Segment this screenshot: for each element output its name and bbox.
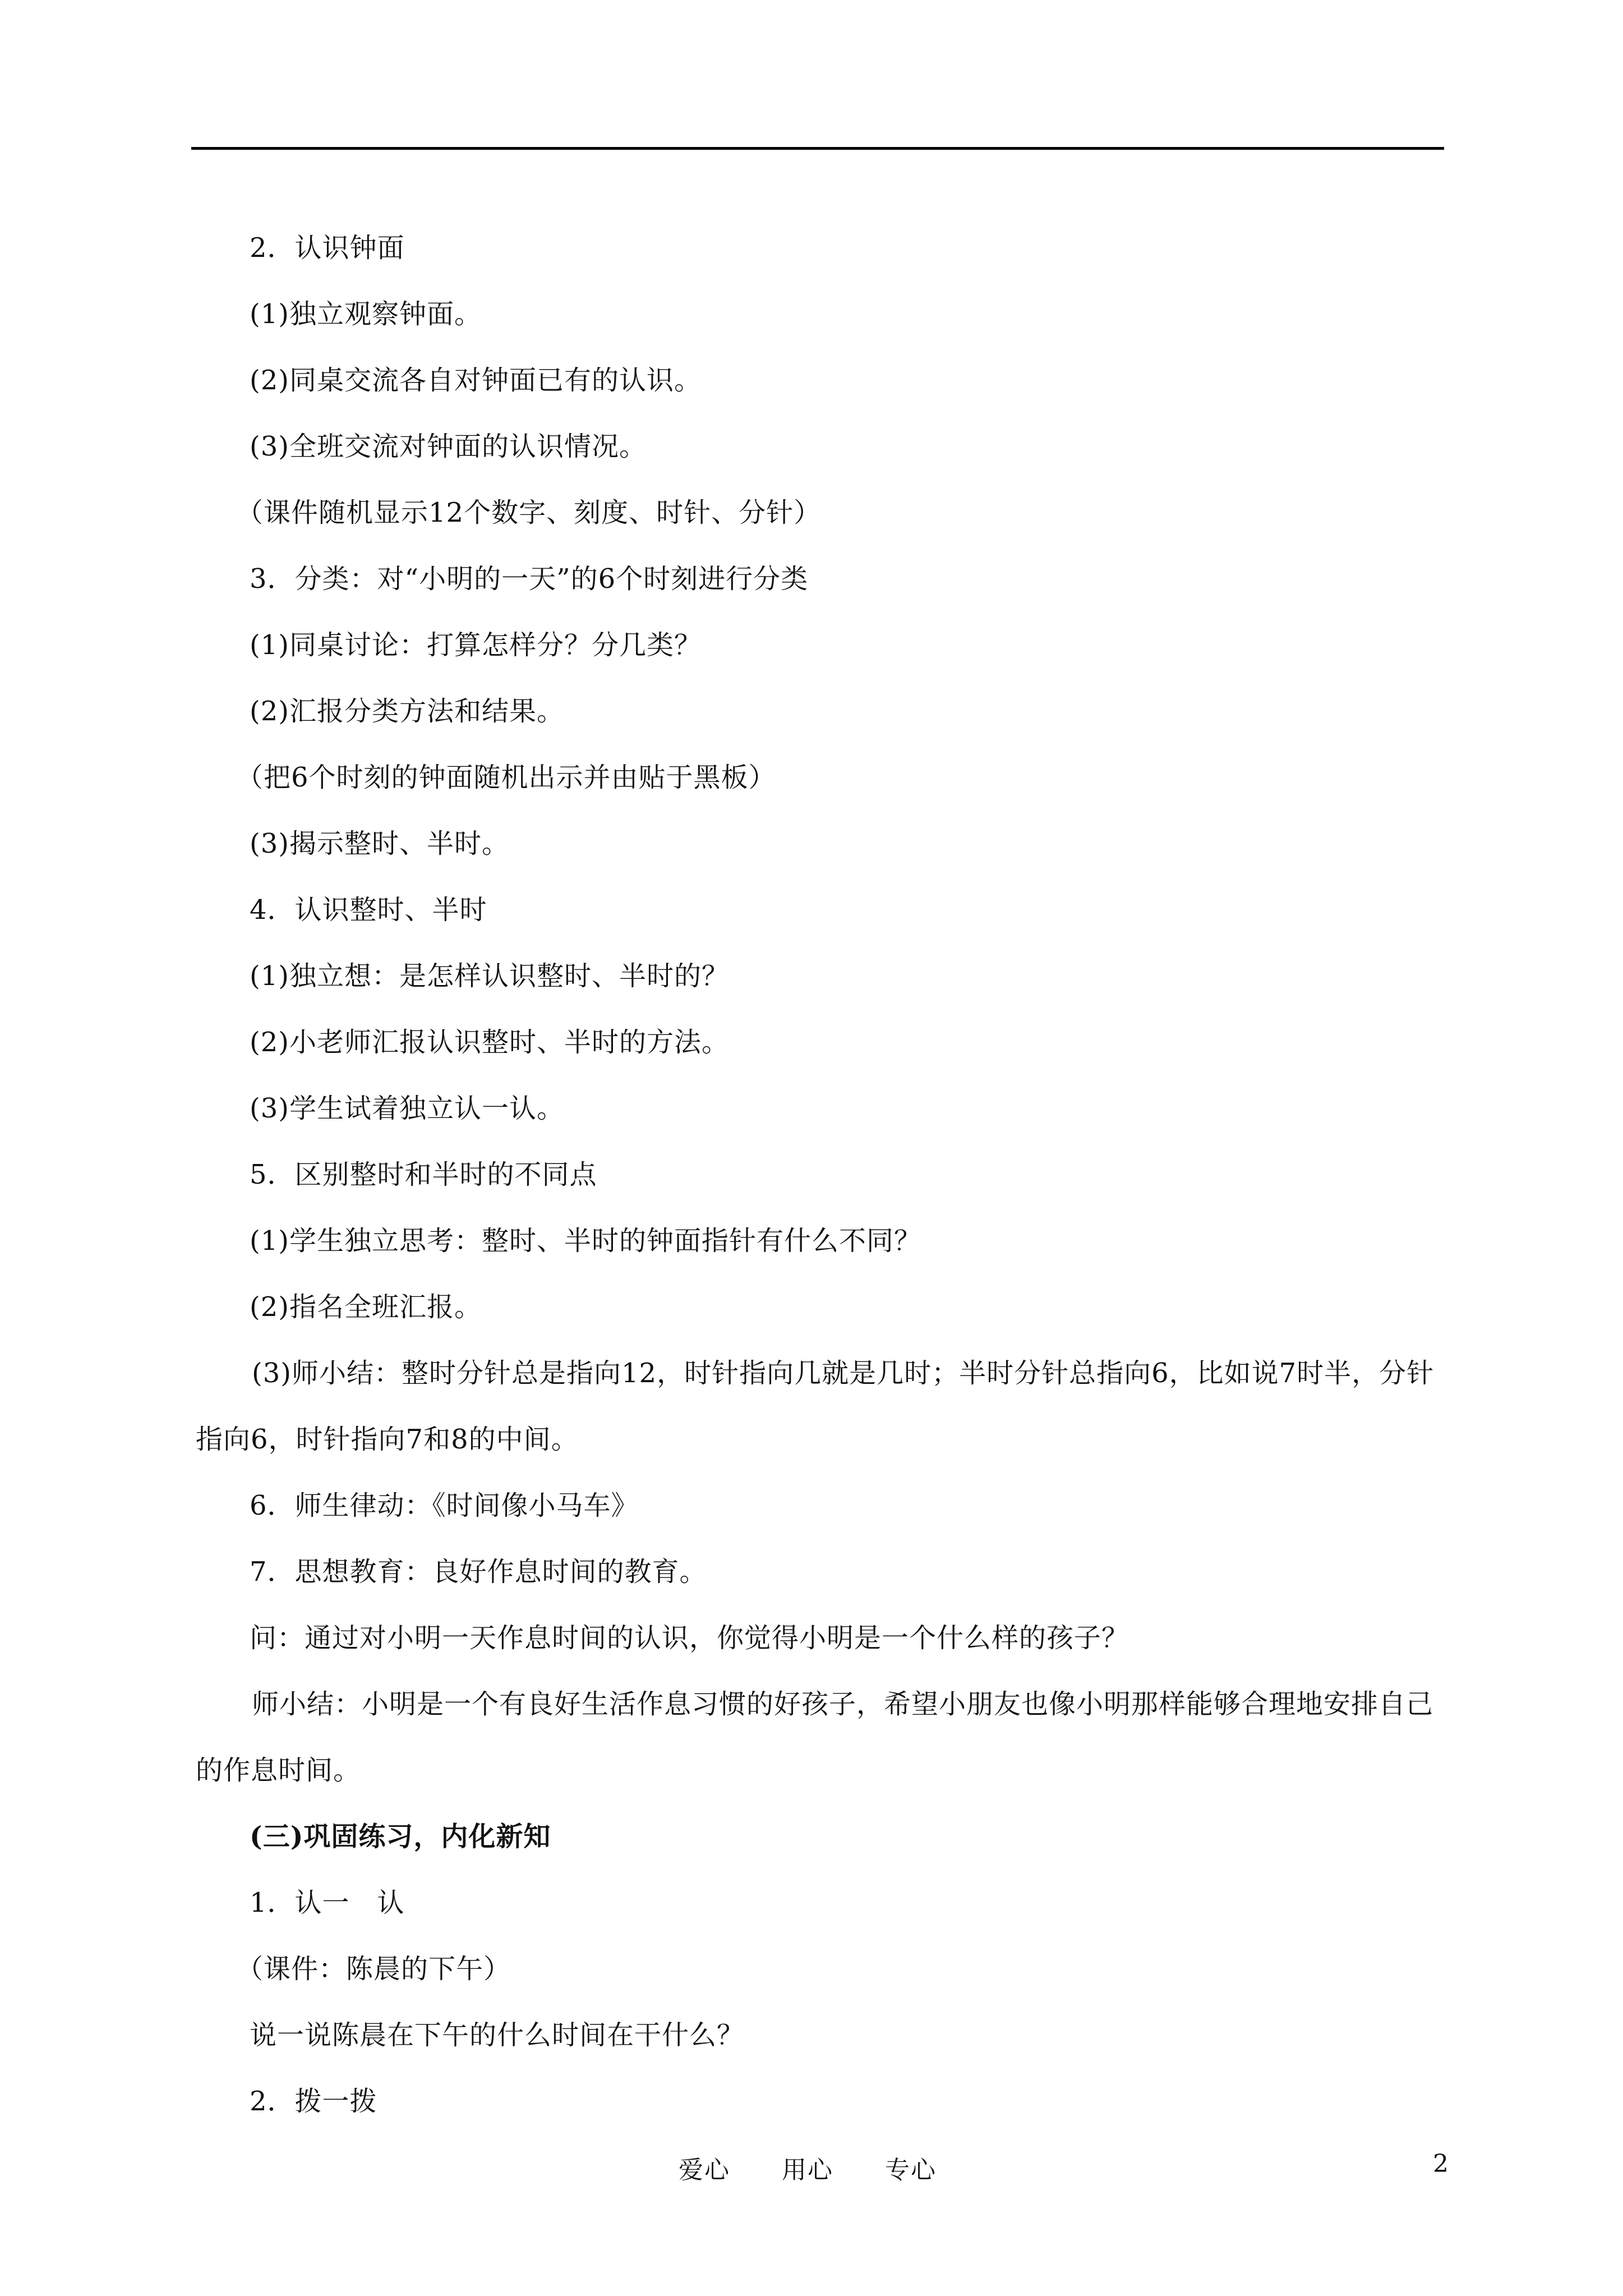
paragraph: (1)独立观察钟面。 bbox=[250, 298, 482, 330]
document-body bbox=[196, 215, 1444, 2134]
paragraph: (2)汇报分类方法和结果。 bbox=[250, 696, 564, 727]
paragraph-note: （课件随机显示12个数字、刻度、时针、分针） bbox=[236, 497, 822, 528]
section-heading-differences: 5．区别整时和半时的不同点 bbox=[250, 1159, 597, 1190]
paragraph: (3)揭示整时、半时。 bbox=[250, 828, 509, 859]
section-heading-recognize: 1．认一 认 bbox=[250, 1887, 405, 1918]
section-heading-practice: (三)巩固练习，内化新知 bbox=[250, 1821, 551, 1852]
section-heading-dial: 2．拨一拨 bbox=[250, 2086, 377, 2117]
section-heading-hours: 4．认识整时、半时 bbox=[250, 894, 487, 926]
paragraph-note: （把6个时刻的钟面随机出示并由贴于黑板） bbox=[236, 762, 776, 793]
paragraph: (1)学生独立思考：整时、半时的钟面指针有什么不同？ bbox=[250, 1225, 921, 1257]
paragraph: (3)全班交流对钟面的认识情况。 bbox=[250, 431, 647, 462]
page-number: 2 bbox=[1433, 2150, 1449, 2178]
section-heading-education: 7．思想教育：良好作息时间的教育。 bbox=[250, 1556, 707, 1588]
paragraph: (2)指名全班汇报。 bbox=[250, 1291, 482, 1323]
header-rule bbox=[191, 147, 1444, 150]
paragraph: (2)小老师汇报认识整时、半时的方法。 bbox=[250, 1027, 729, 1058]
paragraph-question: 问：通过对小明一天作息时间的认识，你觉得小明是一个什么样的孩子？ bbox=[250, 1622, 1129, 1654]
paragraph-summary: (3)师小结：整时分针总是指向12，时针指向几就是几时；半时分针总指向6，比如说7时半，分针指向6，时针指向7和8的中间。 bbox=[196, 1358, 1435, 1455]
paragraph: 说一说陈晨在下午的什么时间在干什么？ bbox=[250, 2019, 745, 2051]
paragraph: (1)同桌讨论：打算怎样分？分几类？ bbox=[250, 629, 702, 661]
section-heading-classify: 3．分类：对“小明的一天”的6个时刻进行分类 bbox=[250, 563, 809, 595]
section-heading-rhythm: 6．师生律动：《时间像小马车》 bbox=[250, 1490, 639, 1521]
paragraph-note: （课件：陈晨的下午） bbox=[236, 1953, 511, 1985]
paragraph-summary: 师小结：小明是一个有良好生活作息习惯的好孩子，希望小朋友也像小明那样能够合理地安排自己的作息时间。 bbox=[196, 1688, 1434, 1786]
section-heading-clock-face: 2．认识钟面 bbox=[250, 232, 405, 264]
footer-motto: 爱心 用心 专心 bbox=[679, 2156, 937, 2184]
paragraph: (3)学生试着独立认一认。 bbox=[250, 1093, 564, 1124]
paragraph: (1)独立想：是怎样认识整时、半时的？ bbox=[250, 960, 729, 992]
paragraph: (2)同桌交流各自对钟面已有的认识。 bbox=[250, 365, 702, 396]
